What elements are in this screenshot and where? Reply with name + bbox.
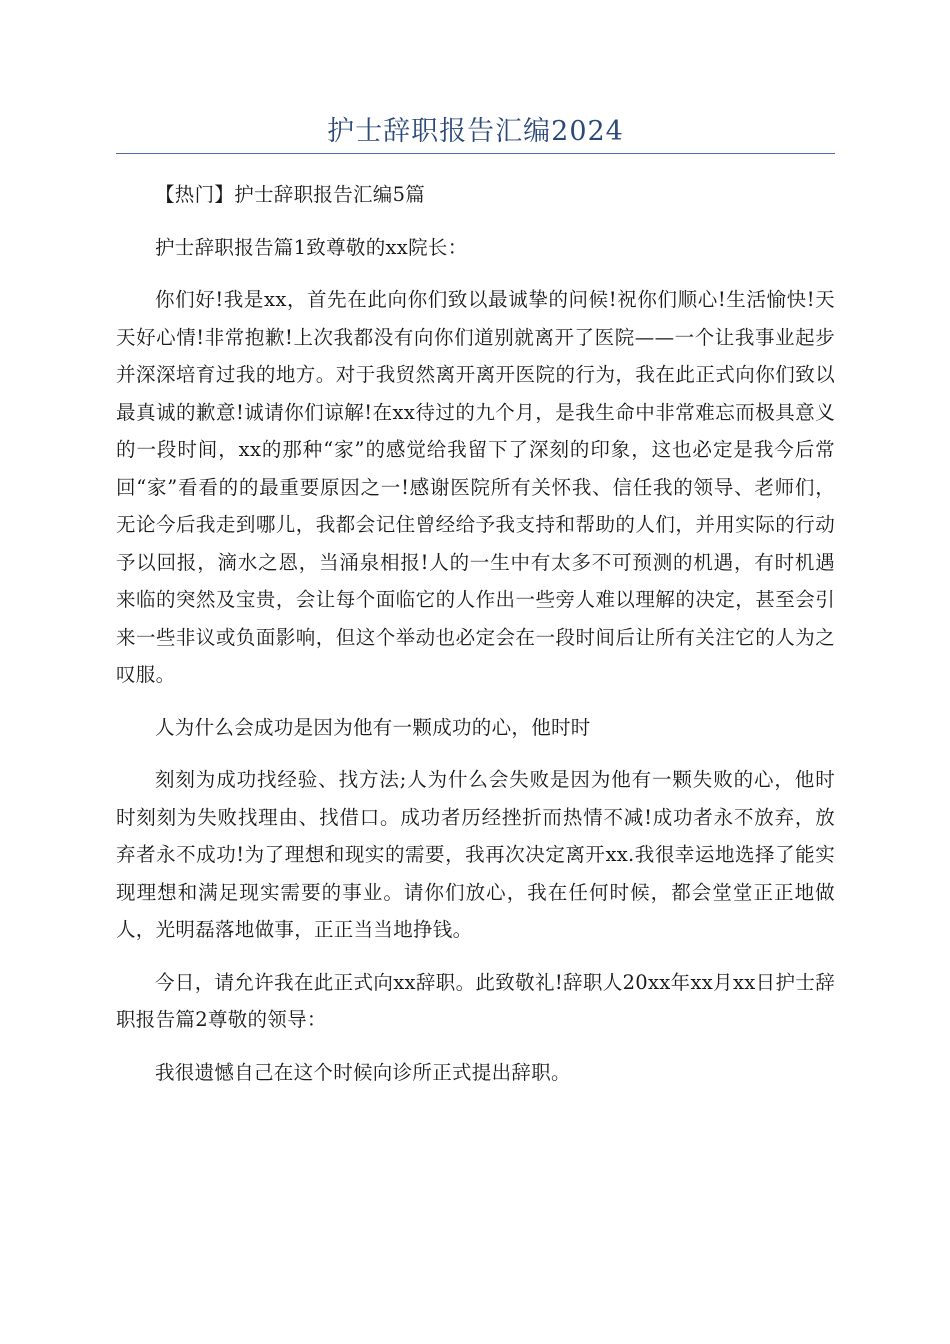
paragraph-body: 你们好!我是xx，首先在此向你们致以最诚挚的问候!祝你们顺心!生活愉快!天天好心情!非常抱歉!上次我都没有向你们道别就离开了医院——一个让我事业起步并深深培育过我的地方。对于我贸然离开离开医院的行为，我在此正式向你们致以最真诚的歉意!诚请你们谅解!在xx待过的九个月，是我生命中非常难忘而极具意义的一段时间，xx的那种“家”的感觉给我留下了深刻的印象，这也必定是我今后常回“家”看看的的最重要原因之一!感谢医院所有关怀我、信任我的领导、老师们，无论今后我走到哪儿，我都会记住曾经给予我支持和帮助的人们，并用实际的行动予以回报，滴水之恩，当涌泉相报!人的一生中有太多不可预测的机遇，有时机遇来临的突然及宝贵，会让每个面临它的人作出一些旁人难以理解的决定，甚至会引来一些非议或负面影响，但这个举动也必定会在一段时间后让所有关注它的人为之叹服。 xyxy=(116,288,835,686)
paragraph-salutation: 护士辞职报告篇1致尊敬的xx院长： xyxy=(155,235,468,259)
paragraph-body: 人为什么会成功是因为他有一颗成功的心，他时时 xyxy=(155,715,591,739)
paragraph-body: 我很遗憾自己在这个时候向诊所正式提出辞职。 xyxy=(155,1060,571,1084)
paragraph-heading: 【热门】护士辞职报告汇编5篇 xyxy=(155,183,426,206)
document-title: 护士辞职报告汇编2024 xyxy=(327,116,624,147)
document-body xyxy=(116,176,835,1106)
title-divider xyxy=(116,153,835,154)
paragraph-body: 刻刻为成功找经验、找方法;人为什么会失败是因为他有一颗失败的心，他时时刻刻为失败找理由、找借口。成功者历经挫折而热情不减!成功者永不放弃，放弃者永不成功!为了理想和现实的需要，我再次决定离开xx.我很幸运地选择了能实现理想和满足现实需要的事业。请你们放心，我在任何时候，都会堂堂正正地做人，光明磊落地做事，正正当当地挣钱。 xyxy=(116,768,835,941)
paragraph-body: 今日，请允许我在此正式向xx辞职。此致敬礼!辞职人20xx年xx月xx日护士辞职报告篇2尊敬的领导： xyxy=(116,970,835,1031)
